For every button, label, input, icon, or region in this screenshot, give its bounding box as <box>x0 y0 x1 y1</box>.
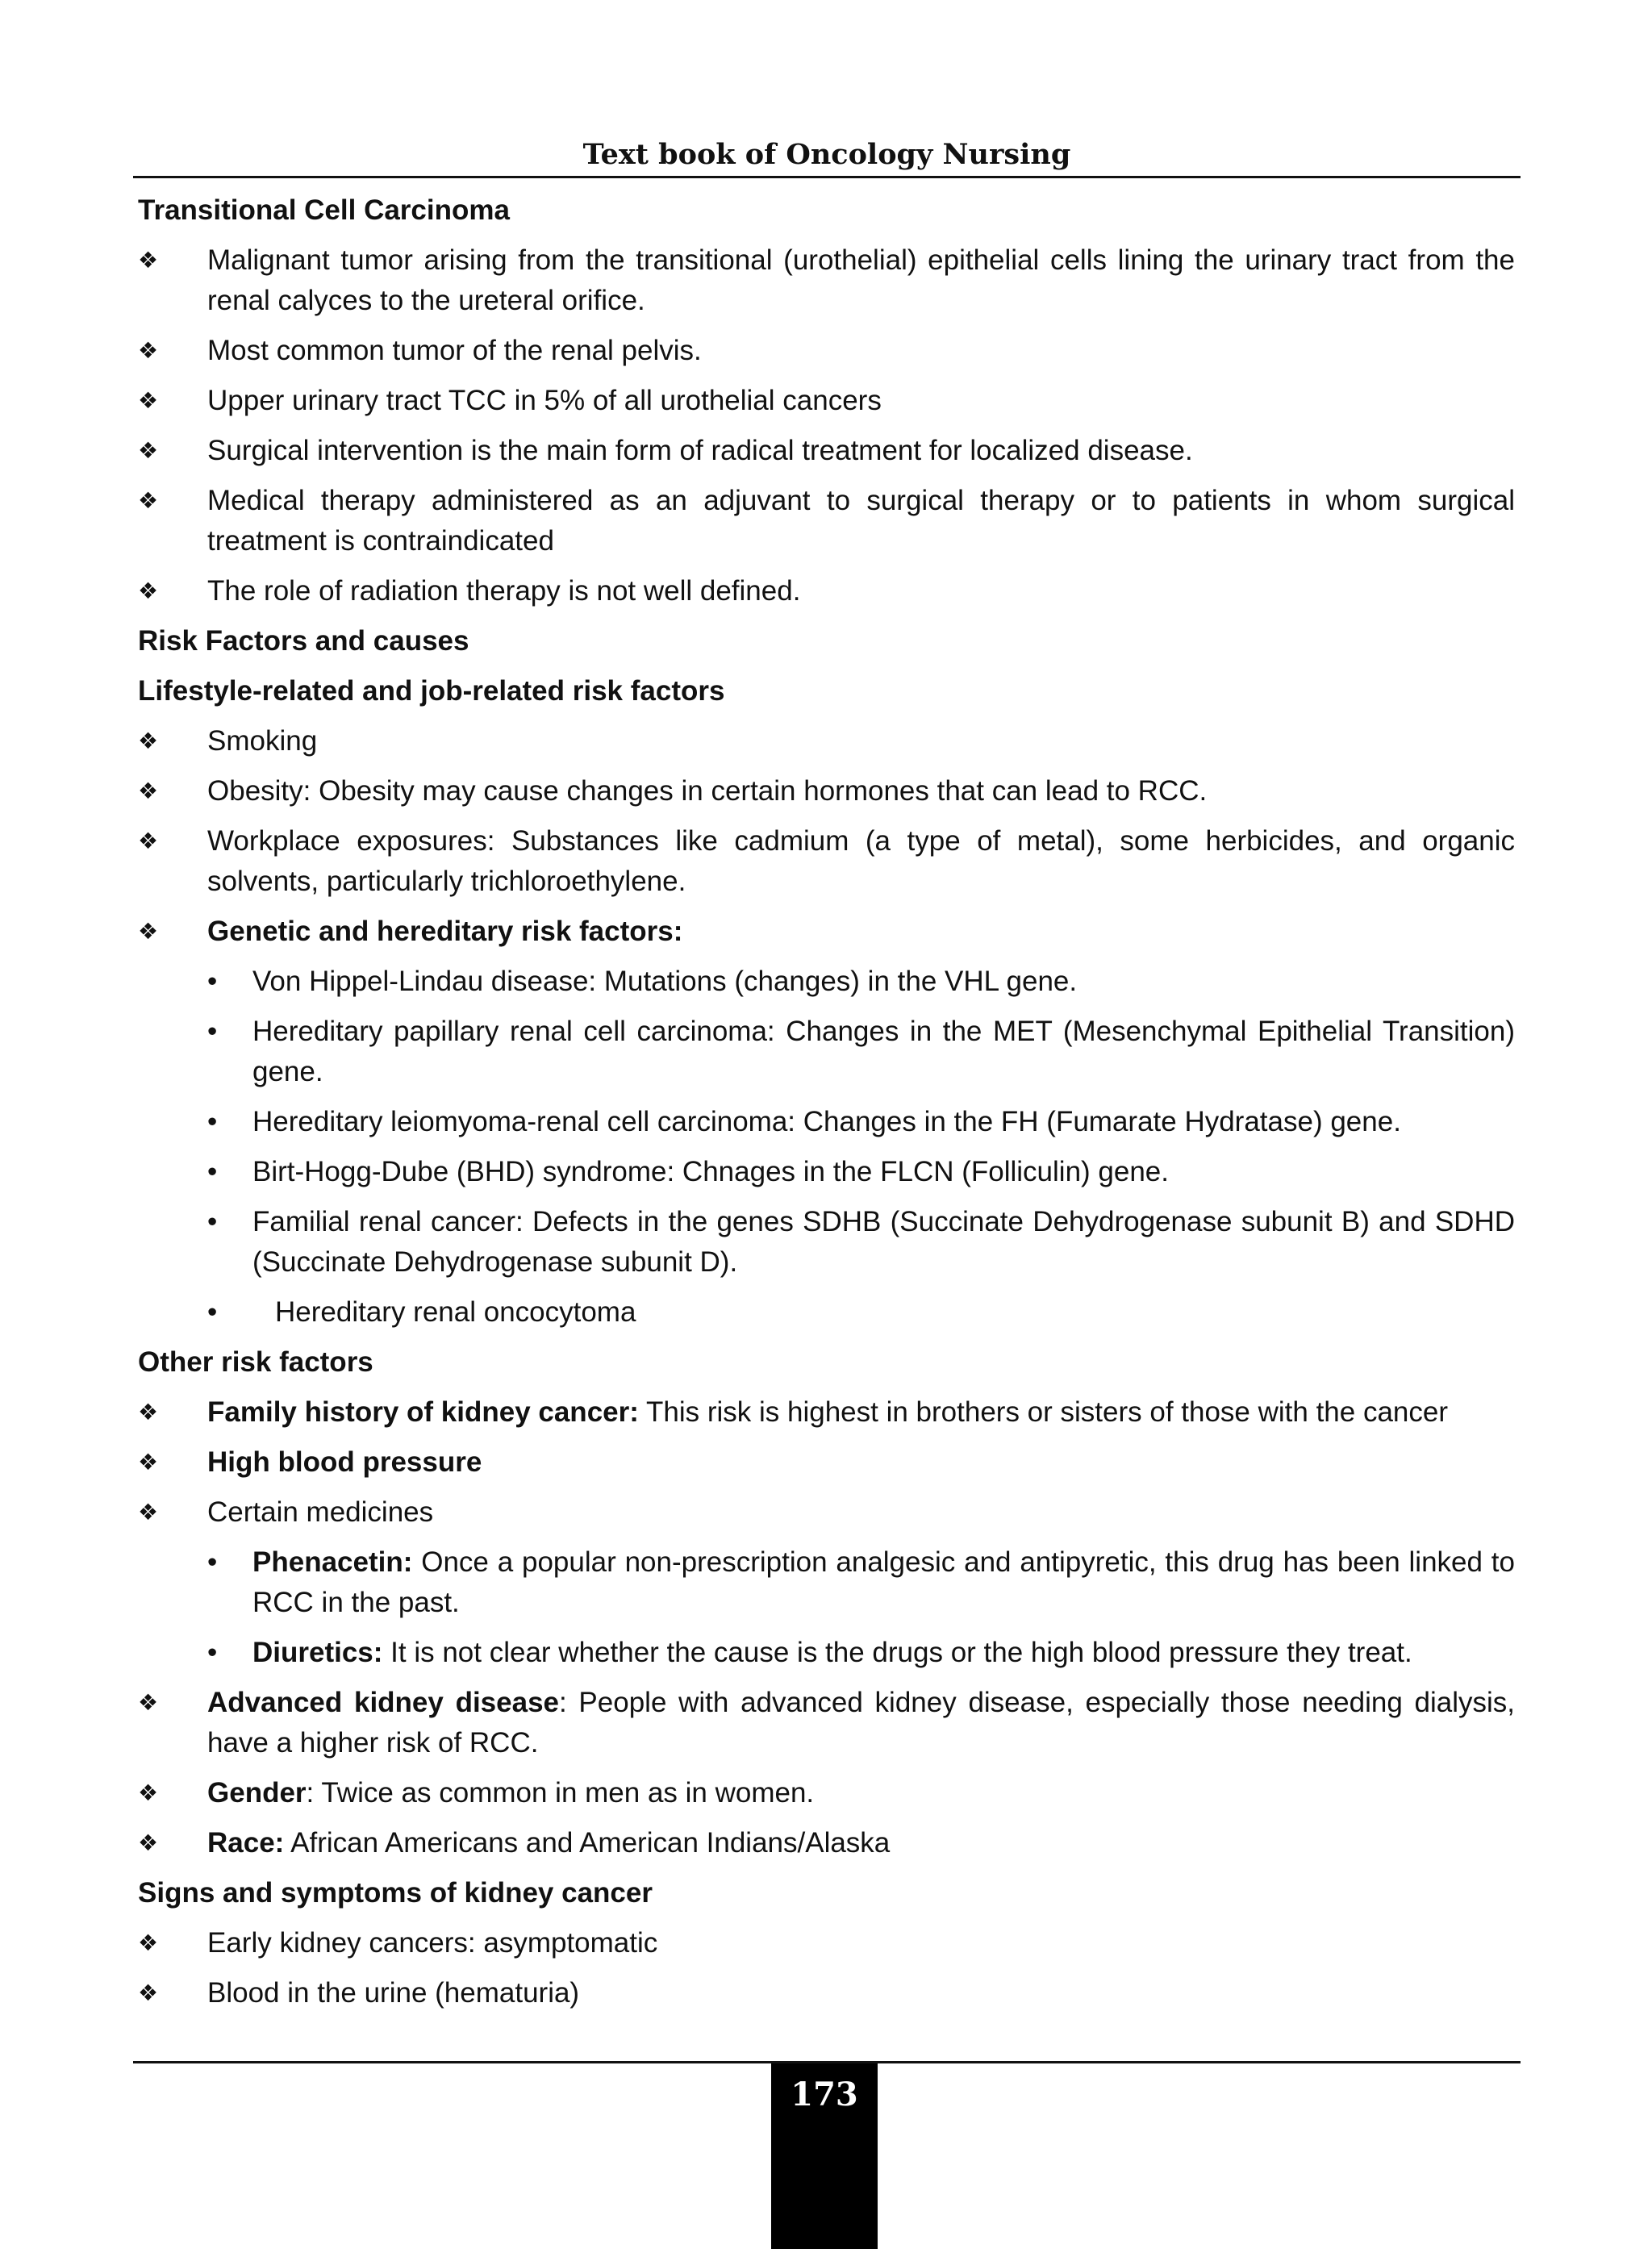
sub-list-item-text: Familial renal cancer: Defects in the genes SDHB (Succinate Dehydrogenase subunit B) and SDHD (Succinate Dehydrogenase subunit D). <box>252 1206 1515 1278</box>
sub-list-item-text: Hereditary renal oncocytoma <box>275 1296 636 1328</box>
page-number: 173 <box>791 2076 858 2113</box>
page-number-box <box>771 2063 878 2249</box>
sub-list-item-bold-text: Diuretics: <box>252 1637 383 1668</box>
list-item <box>138 1823 1515 1863</box>
header-rule <box>133 176 1521 178</box>
diamond-cross-bullet-icon: ❖ <box>138 828 159 853</box>
list-item-text: Obesity: Obesity may cause changes in certain hormones that can lead to RCC. <box>207 775 1208 807</box>
dot-bullet-icon: • <box>207 1156 218 1187</box>
diamond-cross-bullet-icon: ❖ <box>138 1980 159 2005</box>
diamond-cross-bullet-icon: ❖ <box>138 1930 159 1955</box>
dot-bullet-icon: • <box>207 966 218 997</box>
list-item-text: Workplace exposures: Substances like cadmium (a type of metal), some herbicides, and organic solvents, particularly trichloroethylene. <box>207 825 1515 897</box>
sub-list-item-text: Hereditary leiomyoma-renal cell carcinoma: Changes in the FH (Fumarate Hydratase) gene. <box>252 1106 1401 1137</box>
dot-bullet-icon: • <box>207 1637 218 1668</box>
section-heading-other-risk-factors: Other risk factors <box>138 1346 373 1378</box>
dot-bullet-icon: • <box>207 1546 218 1578</box>
dot-bullet-icon: • <box>207 1296 218 1328</box>
sub-list-item-text: It is not clear whether the cause is the drugs or the high blood pressure they treat. <box>382 1637 1412 1668</box>
list-item <box>138 1773 1515 1813</box>
diamond-cross-bullet-icon: ❖ <box>138 578 159 603</box>
list-item-text: Malignant tumor arising from the transitional (urothelial) epithelial cells lining the urinary tract from the renal calyces to the ureteral orifice. <box>207 244 1515 316</box>
diamond-cross-bullet-icon: ❖ <box>138 388 159 413</box>
subsection-heading-lifestyle: Lifestyle-related and job-related risk factors <box>138 675 725 707</box>
list-item-text: : Twice as common in men as in women. <box>306 1777 815 1809</box>
section-heading-risk-factors: Risk Factors and causes <box>138 625 469 657</box>
list-item <box>138 331 1515 371</box>
list-item-bold-text: High blood pressure <box>207 1446 482 1478</box>
diamond-cross-bullet-icon: ❖ <box>138 1830 159 1855</box>
sub-list-item <box>138 1102 1515 1142</box>
sub-list-item <box>138 1152 1515 1192</box>
section-heading-signs-symptoms: Signs and symptoms of kidney cancer <box>138 1877 653 1909</box>
list-item <box>138 431 1515 471</box>
sub-list-item-text: Von Hippel-Lindau disease: Mutations (changes) in the VHL gene. <box>252 966 1078 997</box>
list-item <box>138 1492 1515 1533</box>
list-item-bold-text: Gender <box>207 1777 307 1809</box>
sub-list-item-text: Hereditary papillary renal cell carcinoma: Changes in the MET (Mesenchymal Epithelial Transition) gene. <box>252 1016 1515 1087</box>
section-heading-tcc: Transitional Cell Carcinoma <box>138 194 510 226</box>
diamond-cross-bullet-icon: ❖ <box>138 919 159 944</box>
dot-bullet-icon: • <box>207 1016 218 1047</box>
diamond-cross-bullet-icon: ❖ <box>138 1780 159 1805</box>
list-item-text: Surgical intervention is the main form of radical treatment for localized disease. <box>207 435 1193 466</box>
sub-list-item-text: Once a popular non-prescription analgesic and antipyretic, this drug has been linked to RCC in the past. <box>252 1546 1515 1618</box>
list-item-text: Medical therapy administered as an adjuvant to surgical therapy or to patients in whom surgical treatment is contraindicated <box>207 485 1515 557</box>
list-item <box>138 1973 1515 2013</box>
list-item-bold-text: Family history of kidney cancer: <box>207 1396 639 1428</box>
sub-list-item <box>138 1542 1515 1623</box>
list-item-text: Early kidney cancers: asymptomatic <box>207 1927 658 1959</box>
list-item <box>138 381 1515 421</box>
list-item <box>138 571 1515 611</box>
sub-list-item <box>138 962 1515 1002</box>
list-item-bold-text: Advanced kidney disease <box>207 1687 559 1718</box>
dot-bullet-icon: • <box>207 1206 218 1237</box>
list-item <box>138 481 1515 561</box>
dot-bullet-icon: • <box>207 1106 218 1137</box>
list-item <box>138 771 1515 812</box>
diamond-cross-bullet-icon: ❖ <box>138 1450 159 1475</box>
sub-list-item-bold-text: Phenacetin: <box>252 1546 413 1578</box>
list-item-text: Upper urinary tract TCC in 5% of all urothelial cancers <box>207 385 882 416</box>
list-item-text: Smoking <box>207 725 318 757</box>
sub-list-item <box>138 1633 1515 1673</box>
diamond-cross-bullet-icon: ❖ <box>138 1400 159 1425</box>
list-item-bold-text: Race: <box>207 1827 285 1859</box>
sub-list-item <box>138 1292 1515 1333</box>
diamond-cross-bullet-icon: ❖ <box>138 728 159 753</box>
page-body <box>138 187 1515 2023</box>
list-item-text: African Americans and American Indians/Alaska <box>284 1827 891 1859</box>
list-item <box>138 240 1515 321</box>
list-item <box>138 821 1515 902</box>
list-item-text: This risk is highest in brothers or sisters of those with the cancer <box>638 1396 1449 1428</box>
list-item-text: Blood in the urine (hematuria) <box>207 1977 580 2009</box>
list-item <box>138 1442 1515 1483</box>
diamond-cross-bullet-icon: ❖ <box>138 1500 159 1525</box>
list-item-bold-text: Genetic and hereditary risk factors: <box>207 916 683 947</box>
sub-list-item-text: Birt-Hogg-Dube (BHD) syndrome: Chnages in the FLCN (Folliculin) gene. <box>252 1156 1169 1187</box>
diamond-cross-bullet-icon: ❖ <box>138 1690 159 1715</box>
sub-list-item <box>138 1012 1515 1092</box>
list-item <box>138 912 1515 952</box>
sub-list-item <box>138 1202 1515 1283</box>
list-item <box>138 1683 1515 1763</box>
list-item-text: Most common tumor of the renal pelvis. <box>207 335 702 366</box>
list-item-text: : People with advanced kidney disease, especially those needing dialysis, have a higher risk of RCC. <box>207 1687 1515 1759</box>
running-header: Text book of Oncology Nursing <box>582 138 1071 171</box>
list-item <box>138 1923 1515 1963</box>
list-item-text: The role of radiation therapy is not well defined. <box>207 575 801 607</box>
diamond-cross-bullet-icon: ❖ <box>138 778 159 803</box>
diamond-cross-bullet-icon: ❖ <box>138 248 159 273</box>
diamond-cross-bullet-icon: ❖ <box>138 438 159 463</box>
list-item-text: Certain medicines <box>207 1496 434 1528</box>
list-item <box>138 1392 1515 1433</box>
diamond-cross-bullet-icon: ❖ <box>138 338 159 363</box>
diamond-cross-bullet-icon: ❖ <box>138 488 159 513</box>
list-item <box>138 721 1515 761</box>
